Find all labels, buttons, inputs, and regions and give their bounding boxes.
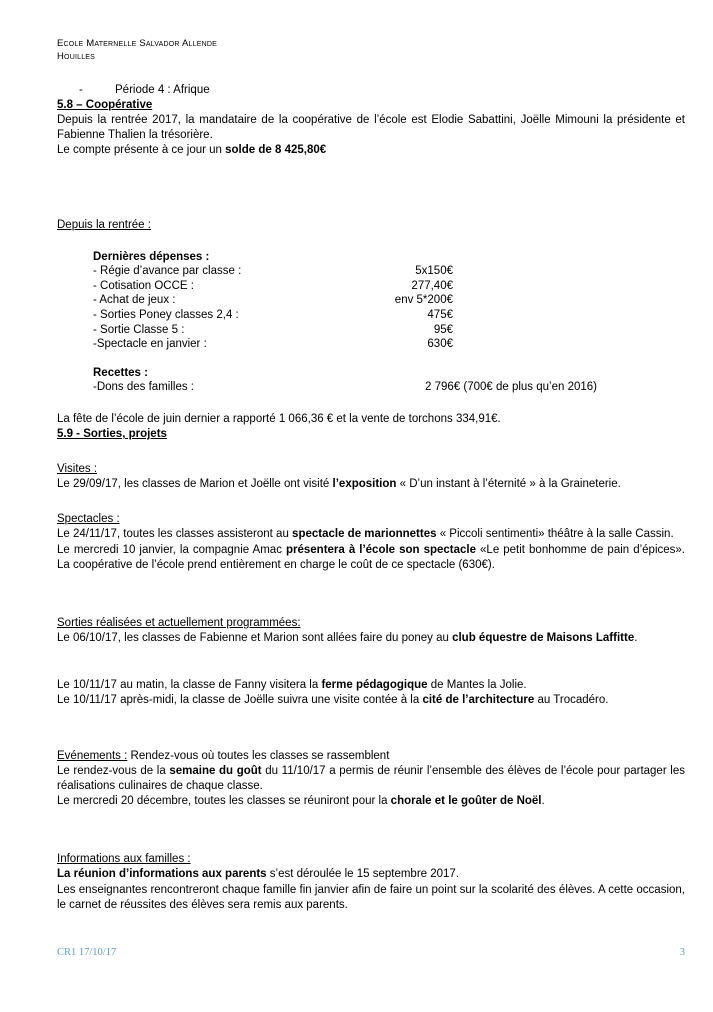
line-rencontres-familles: Les enseignantes rencontreront chaque famille fin janvier afin de faire un point sur la scolarité des élèves. A cette occasion, le carnet de réussites des élèves sera remis aux parents. xyxy=(57,883,685,911)
paragraph-solde xyxy=(57,143,685,158)
depense-label: - Sorties Poney classes 2,4 : xyxy=(93,308,239,321)
spectacle-text-part1: Le 24/11/17, toutes les classes assisteront au xyxy=(57,528,293,541)
depense-label: - Régie d’avance par classe : xyxy=(93,265,242,278)
bullet-dash-marker: - xyxy=(79,84,83,96)
group-evenements xyxy=(57,749,685,810)
list-title-depenses: Dernières dépenses : xyxy=(93,250,210,263)
amac-text-part2: «Le petit bonhomme de pain d’épices». La coopérative de l’école prend entièrement en charge le coût de ce spectacle (630€). xyxy=(57,543,685,571)
depense-amount: 277,40€ xyxy=(411,279,453,292)
poney-text-part2: . xyxy=(634,631,638,644)
chorale-text-part2: . xyxy=(541,795,545,808)
solde-amount-text: solde de 8 425,80€ xyxy=(225,144,327,157)
solde-prefix-text: Le compte présente à ce jour un xyxy=(57,144,226,157)
table-row xyxy=(93,337,685,352)
gout-text-part1: Le rendez-vous de la xyxy=(57,764,170,777)
ferme-text-part1: Le 10/11/17 au matin, la classe de Fanny visitera la xyxy=(57,679,322,692)
recette-label: -Dons des familles : xyxy=(93,381,194,394)
chorale-text-part1: Le mercredi 20 décembre, toutes les classes se réuniront pour la xyxy=(57,795,391,808)
line-ferme-pedagogique xyxy=(57,678,685,693)
spectacle-text-part2: « Piccoli sentimenti» théâtre à la salle Cassin. xyxy=(436,528,674,541)
depense-amount: 95€ xyxy=(433,323,453,336)
chorale-bold-gouter: chorale et le goûter de Noël xyxy=(390,795,542,808)
line-visite-graineterie xyxy=(57,477,685,492)
gout-bold-semaine: semaine du goût xyxy=(169,764,262,777)
spectacle-bold-marionnettes: spectacle de marionnettes xyxy=(292,528,437,541)
label-informations-familles: Informations aux familles : xyxy=(57,853,191,866)
visite-bold-exposition: l’exposition xyxy=(332,478,397,491)
ferme-bold-pedagogique: ferme pédagogique xyxy=(321,679,428,692)
table-row xyxy=(93,323,685,338)
label-evenements: Evénements : xyxy=(57,749,128,762)
visite-text-part1: Le 29/09/17, les classes de Marion et Joëlle ont visité xyxy=(57,478,333,491)
depense-label: - Sortie Classe 5 : xyxy=(93,323,185,336)
line-spectacle-marionnettes xyxy=(57,527,685,542)
depense-amount: env 5*200€ xyxy=(394,294,453,307)
label-depuis-la-rentree-wrap xyxy=(57,215,685,233)
table-row xyxy=(93,293,685,308)
poney-bold-club-equestre: club équestre de Maisons Laffitte xyxy=(452,631,635,644)
line-chorale-noel xyxy=(57,794,685,809)
group-informations-familles xyxy=(57,849,685,913)
group-spectacles xyxy=(57,509,685,573)
table-row xyxy=(93,279,685,294)
poney-text-part1: Le 06/10/17, les classes de Fabienne et Marion sont allées faire du poney au xyxy=(57,631,453,644)
group-sorties-realisees xyxy=(57,613,685,646)
depense-amount: 630€ xyxy=(427,338,453,351)
list-dernieres-depenses xyxy=(57,250,685,352)
line-evenements-label xyxy=(57,749,685,764)
bullet-text: Période 4 : Afrique xyxy=(115,84,210,96)
ferme-text-part2: de Mantes la Jolie. xyxy=(427,679,527,692)
reunion-bold-informations: La réunion d’informations aux parents xyxy=(57,868,267,881)
depense-label: - Achat de jeux : xyxy=(93,294,176,307)
amac-bold-presentera: présentera à l’école son spectacle xyxy=(285,543,476,556)
recette-amount: 2 796€ (700€ de plus qu’en 2016) xyxy=(425,381,598,394)
gout-text-part2: du 11/10/17 a permis de réunir l’ensemble des élèves de l’école pour partager les réalisations culinaires de chaque classe. xyxy=(57,764,685,792)
depense-label: - Cotisation OCCE : xyxy=(93,279,194,292)
table-row xyxy=(93,380,685,395)
cite-text-part2: au Trocadéro. xyxy=(534,694,609,707)
paragraph-fete-ecole: La fête de l’école de juin dernier a rapporté 1 066,36 € et la vente de torchons 334,91€. xyxy=(57,412,501,425)
header-school-name: Ecole Maternelle Salvador Allende xyxy=(57,38,217,49)
label-sorties-realisees: Sorties réalisées et actuellement programmées: xyxy=(57,616,301,629)
header-city-name: Houilles xyxy=(57,50,96,62)
footer-reference: CR1 17/10/17 xyxy=(57,947,117,958)
table-row xyxy=(93,308,685,323)
document-body xyxy=(57,38,685,913)
bullet-periode-4 xyxy=(57,83,685,98)
table-row xyxy=(93,264,685,279)
cite-bold-architecture: cité de l’architecture xyxy=(422,694,535,707)
group-sorties-novembre xyxy=(57,678,685,708)
heading-section-5-8: 5.8 – Coopérative xyxy=(57,99,153,111)
depense-label: -Spectacle en janvier : xyxy=(93,338,207,351)
document-header xyxy=(57,38,685,63)
label-spectacles: Spectacles : xyxy=(57,513,120,526)
heading-section-5-9: 5.9 - Sorties, projets xyxy=(57,428,167,441)
footer-page-number: 3 xyxy=(679,947,685,958)
page-footer xyxy=(57,946,685,959)
line-semaine-du-gout xyxy=(57,764,685,794)
reunion-text-part2: s’est déroulée le 15 septembre 2017. xyxy=(266,868,460,881)
visite-text-part2: « D’un instant à l’éternité » à la Graineterie. xyxy=(396,478,621,491)
line-sortie-poney xyxy=(57,631,685,646)
list-recettes xyxy=(57,366,685,395)
line-reunion-parents xyxy=(57,867,685,882)
line-cite-architecture xyxy=(57,693,685,708)
label-visites: Visites : xyxy=(57,463,98,476)
depense-amount: 475€ xyxy=(427,308,453,321)
list-title-recettes: Recettes : xyxy=(93,366,148,379)
amac-text-part1: Le mercredi 10 janvier, la compagnie Amac xyxy=(57,543,286,556)
line-spectacle-amac xyxy=(57,543,685,573)
paragraph-cooperative-intro: Depuis la rentrée 2017, la mandataire de la coopérative de l’école est Elodie Sabattini, Joëlle Mimouni la présidente et Fabienne Thalien la trésorière. xyxy=(57,114,685,142)
label-depuis-la-rentree: Depuis la rentrée : xyxy=(57,218,151,231)
cite-text-part1: Le 10/11/17 après-midi, la classe de Joëlle suivra une visite contée à la xyxy=(57,694,423,707)
group-visites xyxy=(57,459,685,492)
evenements-label-suffix: Rendez-vous où toutes les classes se rassemblent xyxy=(127,749,390,762)
depense-amount: 5x150€ xyxy=(415,265,453,278)
